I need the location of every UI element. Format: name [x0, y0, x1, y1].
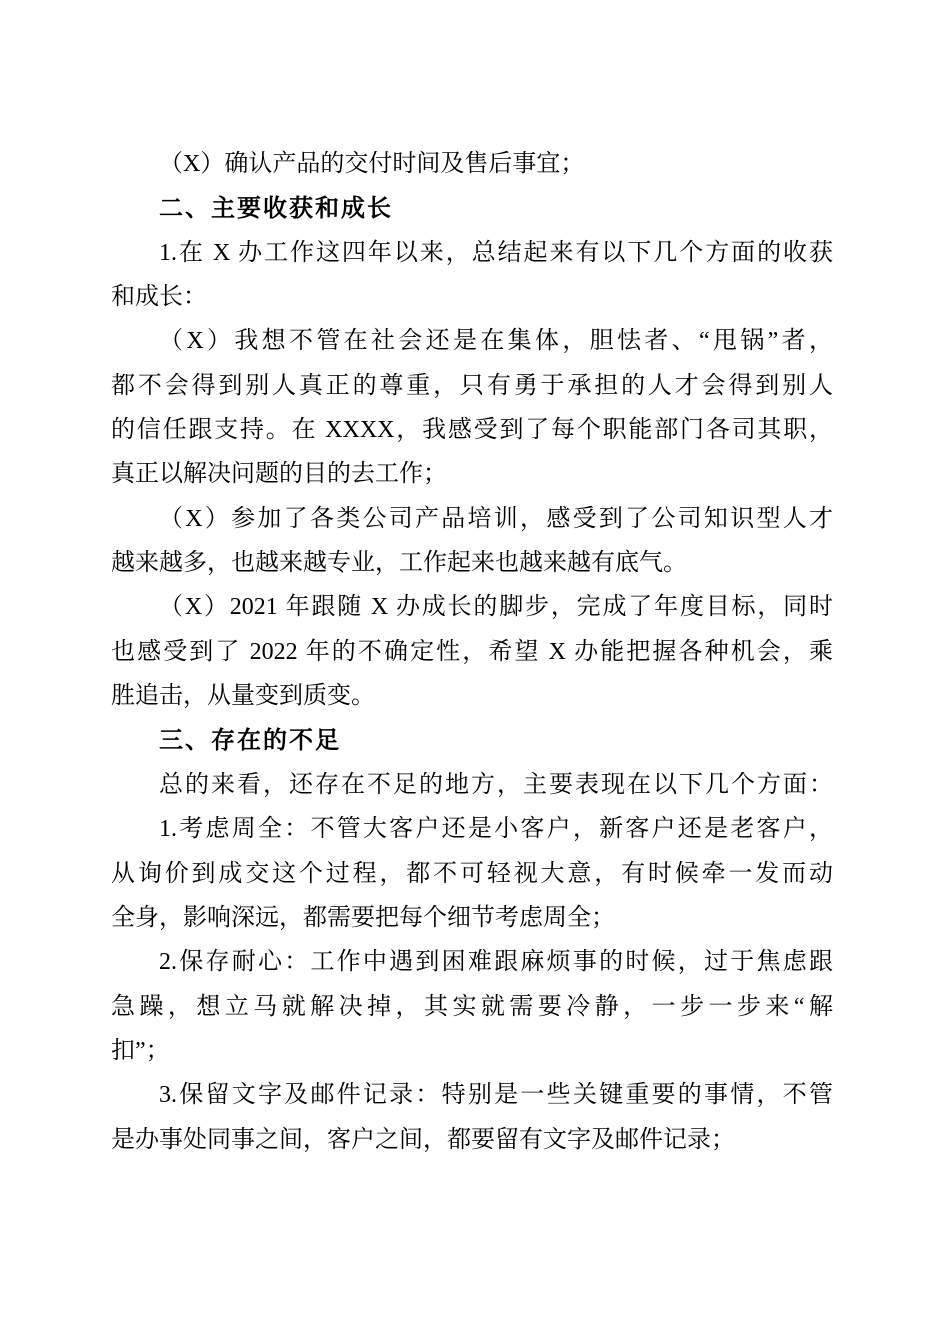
text-line: （X）参加了各类公司产品培训，感受到了公司知识型人才	[159, 505, 833, 532]
paragraph	[111, 940, 833, 1073]
text-line: 3.保留文字及邮件记录：特别是一些关键重要的事情，不管	[159, 1082, 833, 1109]
text-line: 从询价到成交这个过程，都不可轻视大意，有时候牵一发而动	[111, 860, 833, 887]
text-line: 都不会得到别人真正的尊重，只有勇于承担的人才会得到别人	[111, 372, 833, 399]
text-line: 也感受到了 2022 年的不确定性，希望 X 办能把握各种机会，乘	[111, 638, 833, 665]
paragraph	[111, 763, 833, 807]
text-line: 全身，影响深远，都需要把每个细节考虑周全；	[111, 904, 615, 931]
text-line: （X）确认产品的交付时间及售后事宜；	[159, 151, 585, 177]
paragraph	[111, 1073, 833, 1162]
text-line: 的信任跟支持。在 XXXX，我感受到了每个职能部门各司其职，	[111, 417, 833, 444]
text-line: 总的来看，还存在不足的地方，主要表现在以下几个方面：	[159, 771, 833, 798]
text-line: 1.在 X 办工作这四年以来，总结起来有以下几个方面的收获	[159, 239, 833, 266]
section-heading	[111, 186, 833, 230]
text-line: （X）2021 年跟随 X 办成长的脚步，完成了年度目标，同时	[159, 594, 833, 621]
paragraph	[111, 231, 833, 320]
paragraph	[111, 142, 833, 186]
text-line: 二、主要收获和成长	[159, 194, 393, 223]
text-line: 越来越多，也越来越专业，工作起来也越来越有底气。	[111, 550, 687, 577]
paragraph	[111, 497, 833, 586]
text-line: 急躁，想立马就解决掉，其实就需要冷静，一步一步来“解	[111, 993, 833, 1020]
text-line: 三、存在的不足	[159, 726, 341, 755]
text-line: 胜追击，从量变到质变。	[111, 683, 375, 710]
text-line: （X）我想不管在社会还是在集体，胆怯者、“甩锅”者，	[159, 328, 833, 355]
text-line: 1.考虑周全：不管大客户还是小客户，新客户还是老客户，	[159, 816, 833, 843]
text-line: 和成长：	[111, 284, 207, 311]
document-content	[111, 142, 833, 1162]
paragraph	[111, 319, 833, 496]
section-heading	[111, 718, 833, 762]
text-line: 真正以解决问题的目的去工作；	[111, 461, 447, 488]
paragraph	[111, 807, 833, 940]
text-line: 2.保存耐心：工作中遇到困难跟麻烦事的时候，过于焦虑跟	[159, 949, 833, 976]
text-line: 是办事处同事之间，客户之间，都要留有文字及邮件记录；	[111, 1126, 735, 1153]
text-line: 扣”；	[111, 1037, 170, 1064]
paragraph	[111, 585, 833, 718]
